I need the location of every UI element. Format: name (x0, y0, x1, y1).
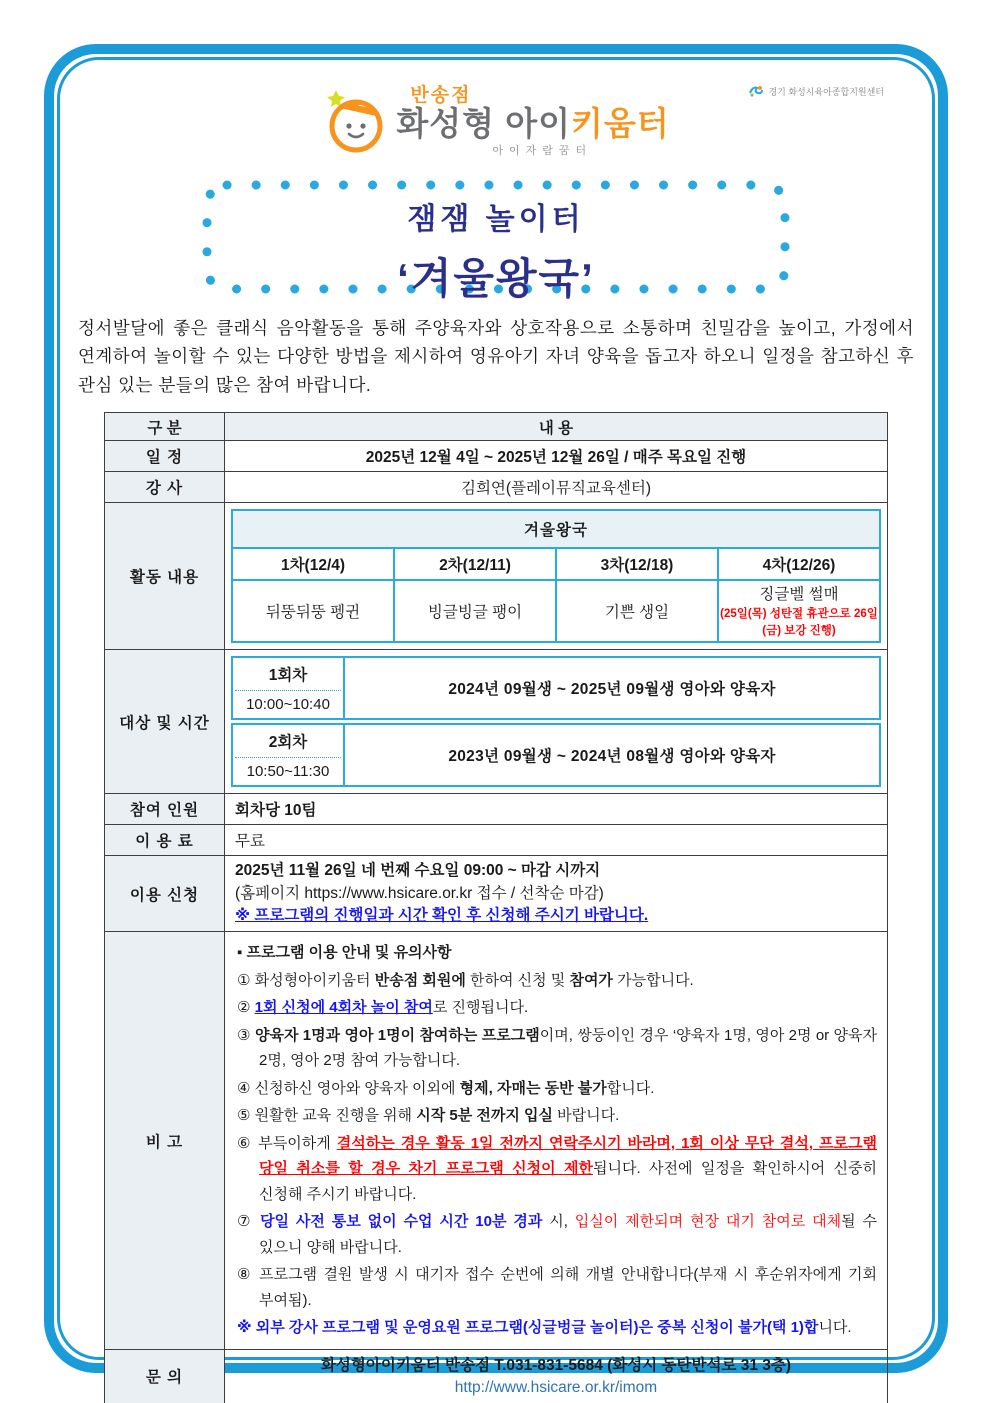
session-2: 2차(12/11) (394, 548, 556, 580)
branch-name: 반송점 (410, 85, 472, 106)
intro-paragraph: 정서발달에 좋은 클래식 음악활동을 통해 주양육자와 상호작용으로 소통하며 친밀감을 높이고, 가정에서 연계하여 놀이할 수 있는 다양한 방법을 제시하여 영유아기 자녀 양육을 돕고자 하오니 일정을 참고하신 후 관심 있는 분들의 많은 참여 바랍니다. (78, 318, 914, 395)
round-1-target: 2024년 09월생 ~ 2025년 09월생 영아와 양육자 (448, 681, 776, 699)
logo-title-gray: 화성형 아이 (396, 105, 571, 142)
round-1-box (231, 656, 881, 720)
activity-4-title: 징글벨 썰매 (759, 585, 839, 603)
support-center-name: 경기 화성시육아종합지원센터 (768, 86, 884, 97)
header-category: 구 분 (105, 413, 225, 441)
schedule-row (105, 441, 888, 472)
application-label: 이용 신청 (105, 856, 225, 932)
target-time-row (105, 650, 888, 794)
schedule-label: 일 정 (105, 441, 225, 472)
remark-item-7: ⑦ 당일 사전 통보 없이 수업 시간 10분 경과 시, 입실이 제한되며 현장 대기 참여로 대체될 수 있으니 양해 바랍니다. (237, 1213, 877, 1256)
logo-title (396, 107, 669, 140)
capacity-label: 참여 인원 (105, 794, 225, 825)
activity-4-holiday-note: (25일(목) 성탄절 휴관으로 26일(금) 보강 진행) (720, 607, 878, 638)
session-header-row (232, 548, 880, 580)
program-title-box (200, 178, 792, 302)
remark-item-1: ① 화성형아이키움터 반송점 회원에 한하여 신청 및 참여가 가능합니다. (237, 971, 694, 989)
remark-item-9: ※ 외부 강사 프로그램 및 운영요원 프로그램(싱글벙글 놀이터)은 중복 신청이 불가(택 1)합니다. (237, 1319, 852, 1337)
contact-website-link[interactable]: http://www.hsicare.or.kr/imom (454, 1379, 658, 1397)
session-4: 4차(12/26) (718, 548, 880, 580)
round-2-box (231, 723, 881, 787)
header-content: 내 용 (225, 413, 888, 441)
program-series-title: 잼잼 놀이터 (407, 203, 585, 236)
round-1-time: 10:00~10:40 (246, 696, 330, 714)
activity-2: 빙글빙글 팽이 (394, 580, 556, 642)
remarks-list (225, 932, 887, 1349)
remark-item-2: ② 1회 신청에 4회차 놀이 참여로 진행됩니다. (237, 999, 529, 1017)
application-row (105, 856, 888, 932)
theme-title: 겨울왕국 (232, 510, 880, 548)
round-1-name: 1회차 (235, 663, 341, 691)
instructor-row (105, 472, 888, 503)
capacity-row (105, 794, 888, 825)
application-note: ※ 프로그램의 진행일과 시간 확인 후 신청해 주시기 바랍니다. (235, 906, 649, 924)
activities-row (105, 503, 888, 650)
fee-row (105, 825, 888, 856)
application-date: 2025년 11월 26일 네 번째 수요일 09:00 ~ 마감 시까지 (235, 862, 601, 880)
remarks-row (105, 932, 888, 1350)
activities-subtable (231, 509, 881, 643)
program-theme-title: ‘겨울왕국’ (397, 255, 595, 302)
activity-3: 기쁜 생일 (556, 580, 718, 642)
remark-item-6: ⑥ 부득이하게 결석하는 경우 활동 1일 전까지 연락주시기 바라며, 1회 이상 무단 결석, 프로그램 당일 취소를 할 경우 차기 프로그램 신청이 제한됩니다. 사전에 일정을 확인하시어 신중히 신청해 주시기 바랍니다. (237, 1134, 878, 1203)
schedule-value: 2025년 12월 4일 ~ 2025년 12월 26일 / 매주 목요일 진행 (225, 441, 888, 472)
contact-row (105, 1349, 888, 1403)
activities-label: 활동 내용 (105, 503, 225, 650)
activity-1: 뒤뚱뒤뚱 펭귄 (232, 580, 394, 642)
program-info-table (104, 412, 888, 1403)
instructor-value: 김희연(플레이뮤직교육센터) (225, 472, 888, 503)
logo-subtitle: 아이자람꿈터 (492, 145, 593, 157)
remark-item-8: ⑧ 프로그램 결원 발생 시 대기자 접수 순번에 의해 개별 안내합니다(부재 시 후순위자에게 기회 부여됨). (237, 1266, 877, 1309)
logo-title-orange: 키움터 (570, 105, 670, 142)
session-1: 1차(12/4) (232, 548, 394, 580)
round-2-target: 2023년 09월생 ~ 2024년 08월생 영아와 양육자 (448, 748, 776, 766)
remark-item-4: ④ 신청하신 영아와 양육자 이외에 형제, 자매는 동반 불가합니다. (237, 1079, 655, 1097)
instructor-label: 강 사 (105, 472, 225, 503)
fee-value: 무료 (225, 825, 888, 856)
round-2-time: 10:50~11:30 (246, 763, 330, 781)
remark-item-5: ⑤ 원활한 교육 진행을 위해 시작 5분 전까지 입실 바랍니다. (237, 1107, 620, 1125)
capacity-value: 회차당 10팀 (225, 794, 888, 825)
remarks-heading: ▪ 프로그램 이용 안내 및 유의사항 (237, 944, 452, 962)
application-method: (홈페이지 https://www.hsicare.or.kr 접수 / 선착순 마감) (235, 884, 604, 902)
support-center-tag (748, 84, 884, 98)
remark-item-3: ③ 양육자 1명과 영아 1명이 참여하는 프로그램이며, 쌍둥이인 경우 ‘양육자 1명, 영아 2명 or 양육자 2명, 영아 2명 참여 가능합니다. (237, 1026, 877, 1070)
contact-label: 문 의 (105, 1349, 225, 1403)
activity-4 (718, 580, 880, 642)
header-logo (72, 78, 920, 164)
table-header-row (105, 413, 888, 441)
smiley-face-logo-icon (322, 84, 386, 154)
activity-row (232, 580, 880, 642)
round-2-name: 2회차 (235, 730, 341, 758)
support-center-logo-icon (748, 84, 764, 98)
target-time-label: 대상 및 시간 (105, 650, 225, 794)
fee-label: 이 용 료 (105, 825, 225, 856)
session-3: 3차(12/18) (556, 548, 718, 580)
contact-info: 화성형아이키움터 반송점 T.031-831-5684 (화성시 동탄반석로 31 3층) (320, 1356, 792, 1374)
remarks-label: 비 고 (105, 932, 225, 1350)
